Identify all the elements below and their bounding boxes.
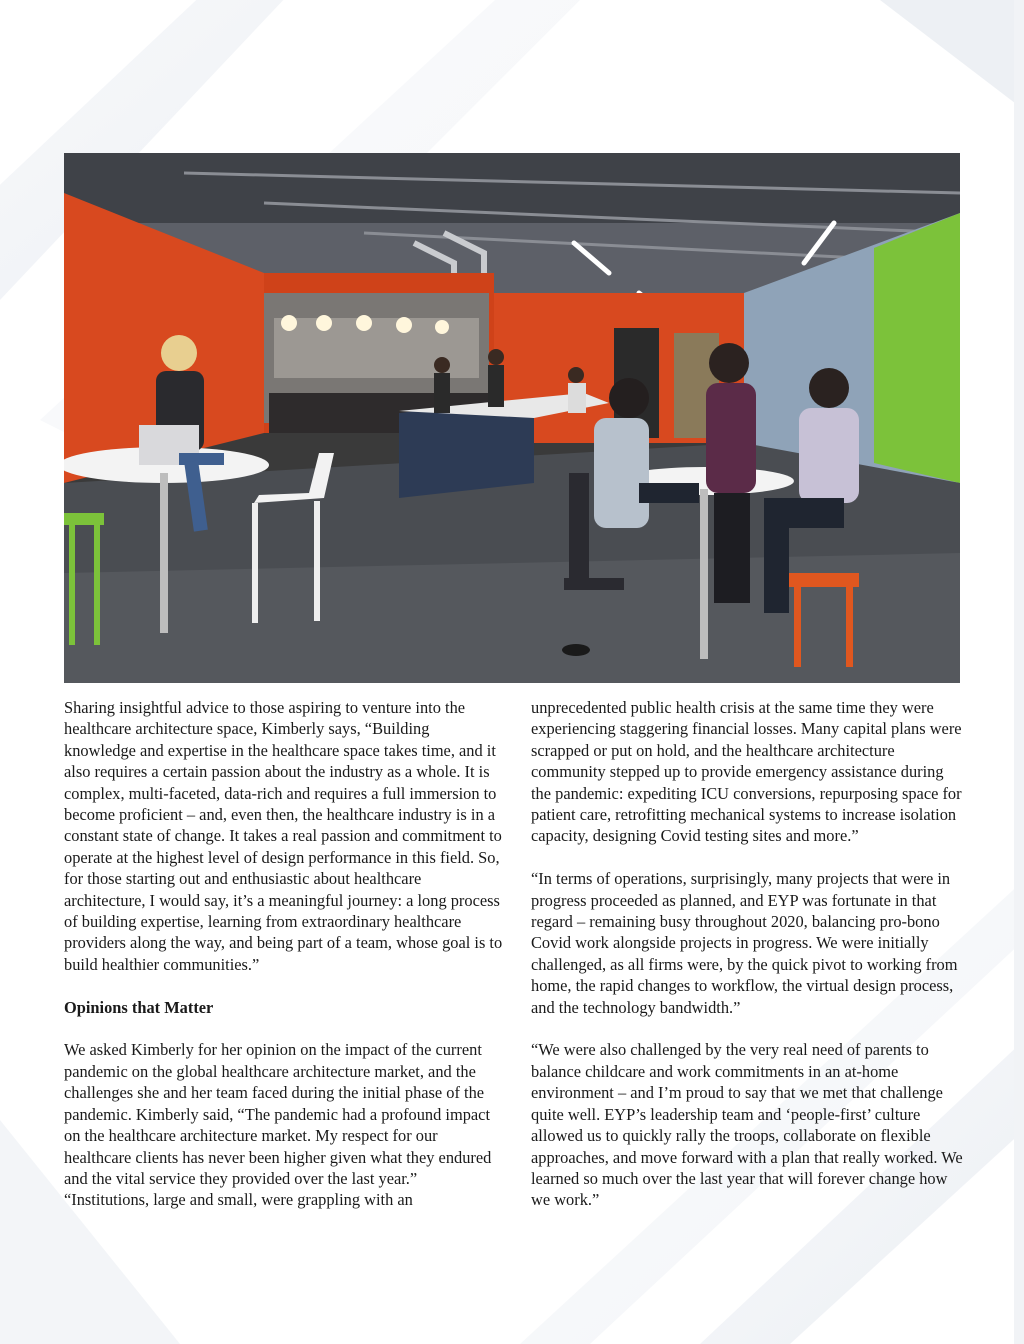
article-paragraph: “We were also challenged by the very real need of parents to balance childcare and work commitments in an at-home environment – and I’m proud to say that we met that challenge quite well. EYP’s leadership team and ‘people-first’ culture allowed us to quickly rally the troops, collaborate on flexible approaches, and move forward with a plan that really worked. We learned so much over the last year that will forever change how we work.” — [531, 1040, 963, 1210]
article-paragraph: unprecedented public health crisis at the same time they were experiencing staggering financial losses. Many capital plans were scrapped or put on hold, and the healthcare architecture community stepped up to provide emergency assistance during the pandemic: expediting ICU conversions, repurposing space for patient care, retrofitting mechanical systems to increase isolation capacity, designing Covid testing sites and more.” — [531, 698, 962, 846]
article-column-right — [531, 697, 963, 1211]
office-cafe-photo — [64, 153, 960, 683]
article-paragraph: Sharing insightful advice to those aspiring to venture into the healthcare architecture space, Kimberly says, “Building knowledge and expertise in the healthcare space takes time, and it also requires a certain passion about the industry as a whole. It is complex, multi-faceted, data-rich and requires a full immersion to become proficient – and, even then, the healthcare industry is in a constant state of change. It takes a real passion and commitment to operate at the highest level of design performance in this field. So, for those starting out and enthusiastic about healthcare architecture, I would say, it’s a meaningful journey: a long process of building expertise, learning from extraordinary healthcare providers along the way, and being part of a team, whose goal is to build healthier communities.” — [64, 698, 503, 974]
article-paragraph: “In terms of operations, surprisingly, many projects that were in progress proceeded as planned, and EYP was fortunate in that regard – remaining busy throughout 2020, balancing pro-bono Covid work alongside projects in progress. We were initially challenged, as all firms were, by the quick pivot to working from home, the rapid changes to workflow, the virtual design process, and the technology bandwidth.” — [531, 869, 958, 1017]
article-paragraph: “Institutions, large and small, were grappling with an — [64, 1190, 413, 1210]
section-heading: Opinions that Matter — [64, 997, 214, 1017]
article-paragraph: We asked Kimberly for her opinion on the impact of the current pandemic on the global healthcare architecture market, and the challenges she and her team faced during the initial phase of the pandemic. Kimberly said, “The pandemic had a profound impact on the healthcare architecture market. My respect for our healthcare clients has never been higher given what they endured and the vital service they provided over the last year.” — [64, 1040, 492, 1188]
article-column-left — [64, 697, 504, 1211]
